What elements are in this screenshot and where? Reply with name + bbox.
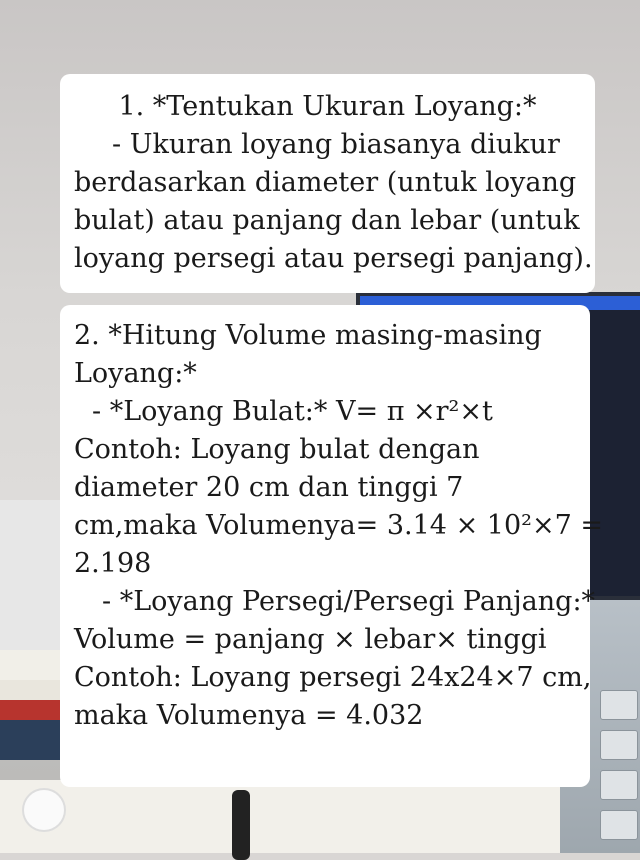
keyboard-key: [600, 730, 638, 760]
card1-line: berdasarkan diameter (untuk loyang: [74, 167, 577, 198]
card2-line: 2.198: [74, 548, 152, 579]
keyboard-key: [600, 770, 638, 800]
instruction-card-2: [60, 305, 603, 787]
worksheet-paper: [0, 780, 560, 853]
card2-line: maka Volumenya = 4.032: [74, 700, 424, 731]
card1-line: bulat) atau panjang dan lebar (untuk: [74, 205, 580, 236]
keyboard-key: [600, 690, 638, 720]
card2-heading: 2. *Hitung Volume masing-masing: [74, 320, 542, 351]
card2-line: Contoh: Loyang persegi 24x24×7 cm,: [74, 662, 592, 693]
keyboard-key: [600, 810, 638, 840]
card2-square-heading: - *Loyang Persegi/Persegi Panjang:*: [102, 586, 596, 617]
card2-line: diameter 20 cm dan tinggi 7: [74, 472, 464, 503]
card2-line: Contoh: Loyang bulat dengan: [74, 434, 480, 465]
instruction-card-1: [60, 74, 595, 293]
card2-heading-cont: Loyang:*: [74, 358, 197, 389]
card1-heading: 1. *Tentukan Ukuran Loyang:*: [118, 91, 537, 122]
book: [0, 720, 60, 760]
book: [0, 680, 60, 700]
earbud: [24, 790, 64, 830]
book: [0, 700, 60, 720]
card2-round-formula: - *Loyang Bulat:* V= π ×r²×t: [92, 396, 493, 427]
card1-line: loyang persegi atau persegi panjang).: [74, 243, 593, 274]
book: [0, 650, 60, 680]
pen: [232, 790, 250, 860]
book: [0, 500, 62, 650]
book-stack: [0, 500, 60, 760]
card1-line: - Ukuran loyang biasanya diukur: [112, 129, 560, 160]
card2-line: Volume = panjang × lebar× tinggi: [74, 624, 547, 655]
card2-line: cm,maka Volumenya= 3.14 × 10²×7 =: [74, 510, 603, 541]
